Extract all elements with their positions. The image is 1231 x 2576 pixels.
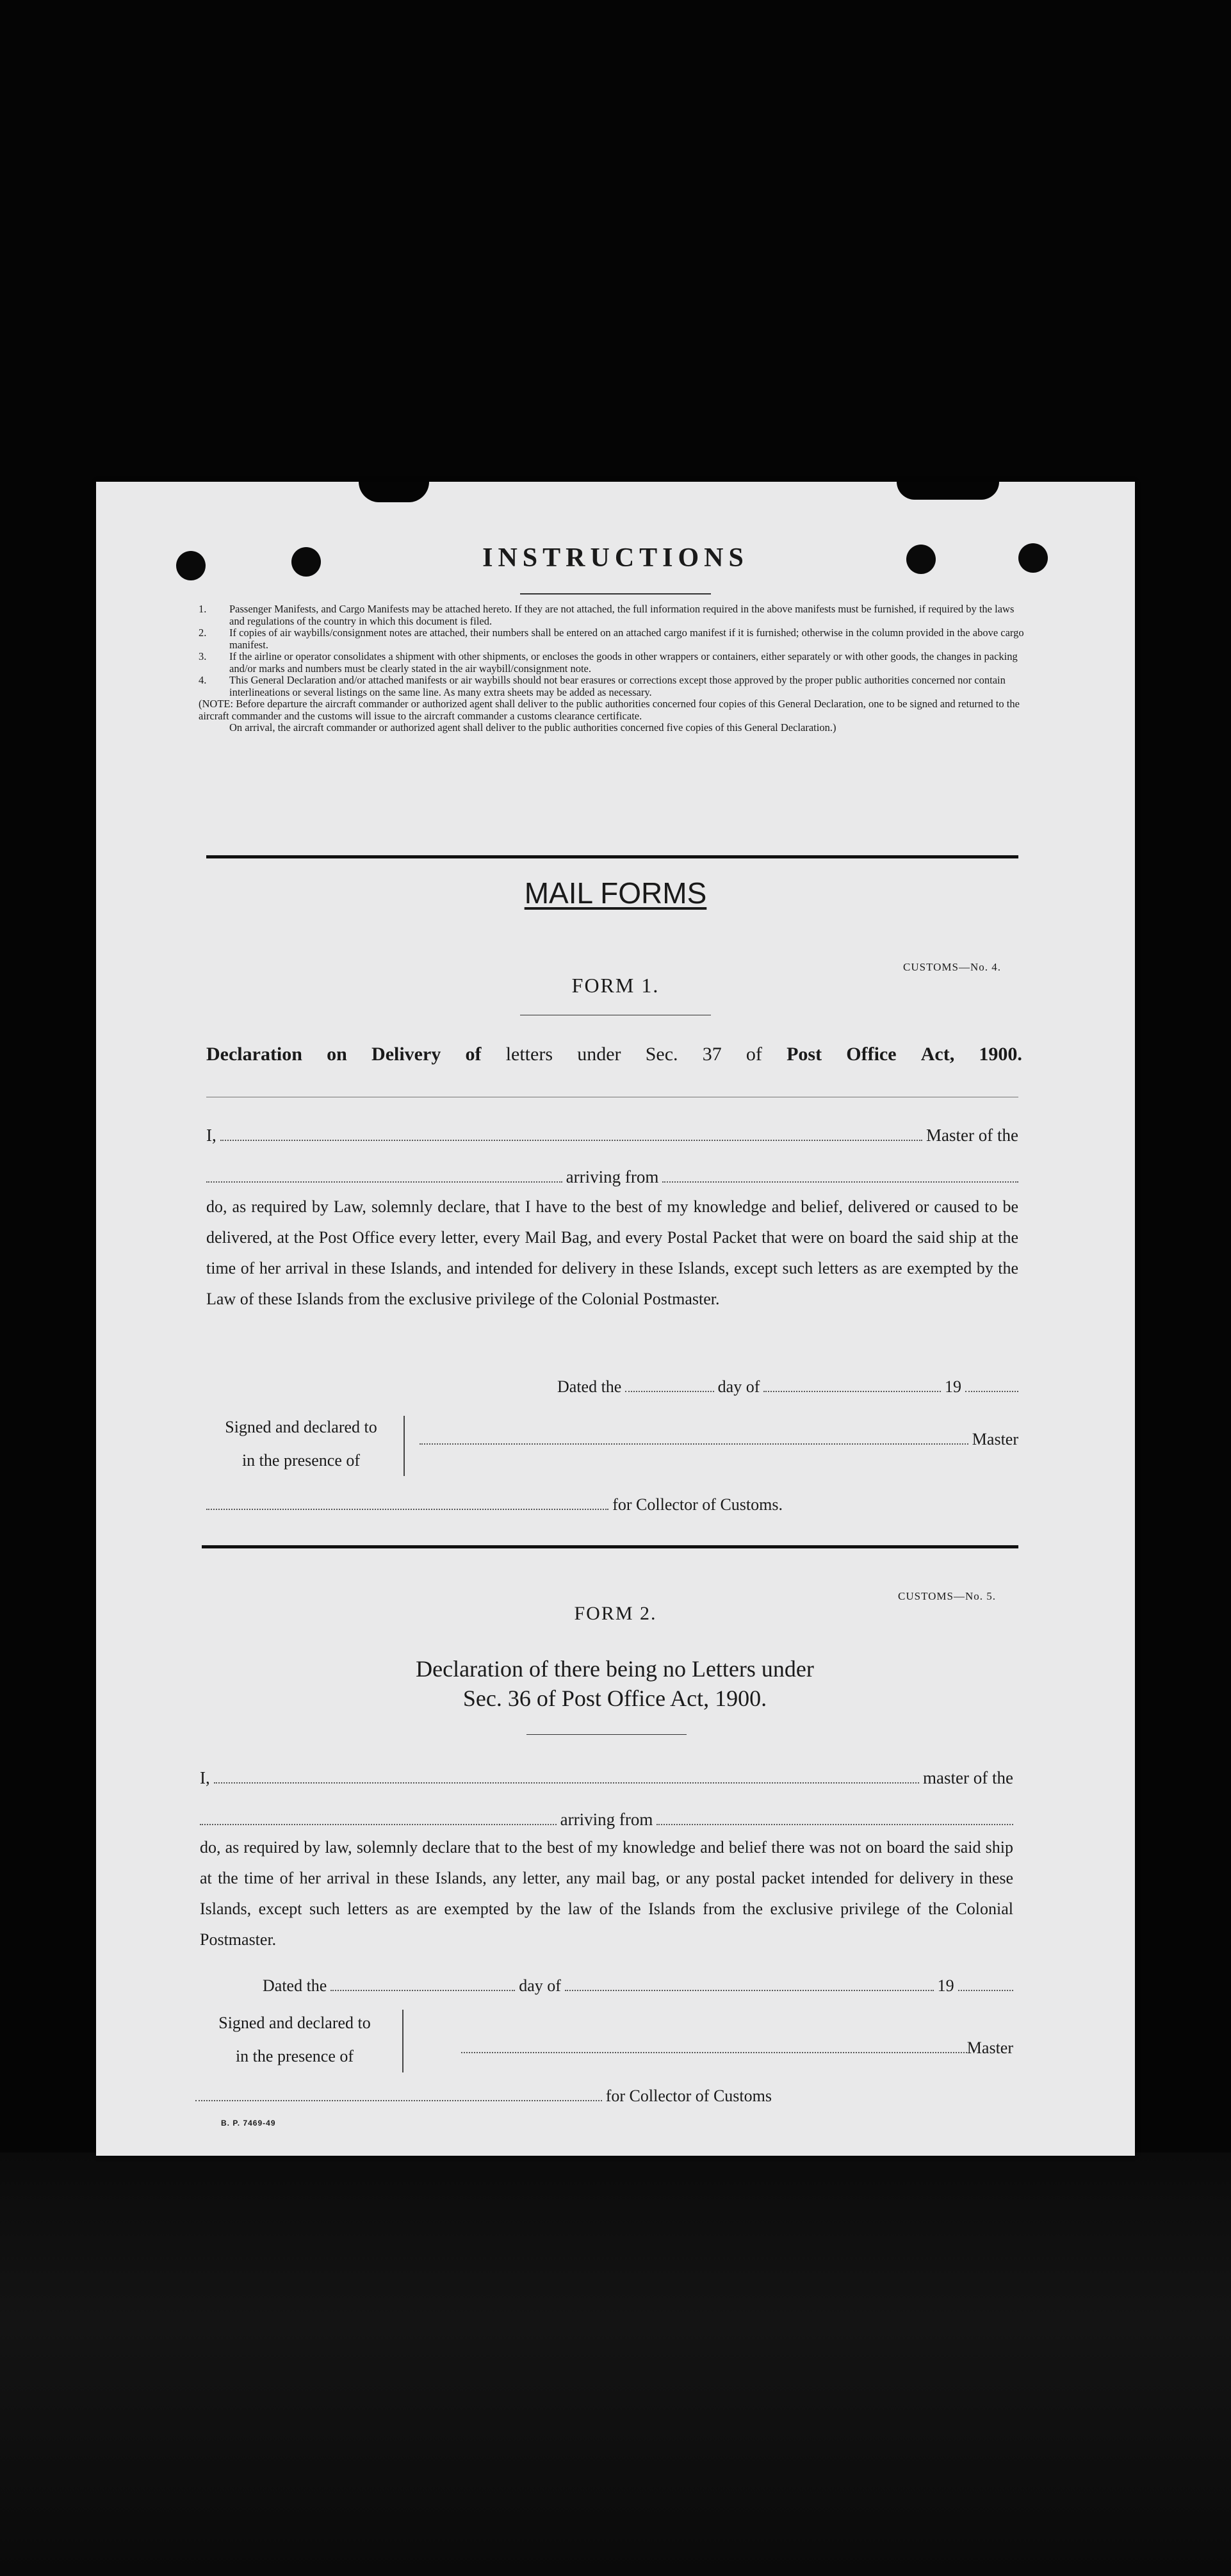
form1-declaration-body: do, as required by Law, solemnly declare, that I have to the best of my knowledge and belief, delivered or caused to be delivered, at the Post Office every letter, every Mail Bag, and every Postal Packet that were on board the said ship at the time of her arrival in these Islands, and intended for delivery in these Islands, except such letters as are exempted by the Law of these Islands from the exclusive privilege of the Colonial Postmaster.	[206, 1197, 1018, 1308]
form2-signed-label: Signed and declared to in the presence of	[218, 2014, 371, 2065]
form1-customs-reference: CUSTOMS—No. 4.	[903, 961, 1002, 973]
form-divider	[202, 1545, 1018, 1548]
date-day-field[interactable]	[625, 1379, 713, 1392]
instruction-item-2: 2. If copies of air waybills/consignment notes are attached, their numbers shall be entered on an attached cargo manifest if it is furnished; otherwise in the column provided in the above cargo manifest.	[199, 627, 1024, 651]
form2-brace	[402, 2010, 404, 2072]
form1-collector-line: for Collector of Customs.	[206, 1495, 783, 1514]
title-underline	[520, 593, 711, 595]
form2-title-rule	[526, 1734, 687, 1735]
document-page	[96, 482, 1135, 2156]
form2-master-line: I, master of the	[200, 1768, 1013, 1787]
master-signature-field[interactable]	[420, 1432, 968, 1445]
form2-customs-reference: CUSTOMS—No. 5.	[898, 1590, 997, 1602]
scan-background-lower	[0, 2153, 1231, 2576]
instructions-list	[199, 603, 1031, 734]
date-year-field[interactable]	[965, 1379, 1018, 1392]
master-signature-field[interactable]	[461, 2040, 967, 2053]
master-name-field[interactable]	[220, 1128, 922, 1141]
form1-arriving-line: arriving from	[206, 1167, 1018, 1187]
instructions-title: INSTRUCTIONS	[482, 543, 749, 573]
form1-title: FORM 1.	[571, 974, 660, 997]
form2-title: FORM 2.	[574, 1603, 657, 1624]
form1-master-signature-line: Master	[420, 1430, 1018, 1449]
instruction-item-3: 3. If the airline or operator consolidates a shipment with other shipments, or encloses the goods in other wrappers or containers, either separately or with other goods, the changes in packing and/or marks and numbers must be clearly stated in the air waybill/consignment note.	[199, 650, 1018, 675]
date-year-field[interactable]	[958, 1978, 1013, 1991]
master-name-field[interactable]	[214, 1771, 919, 1784]
form1-brace	[404, 1416, 405, 1476]
form2-declaration-heading: Declaration of there being no Letters under Sec. 36 of Post Office Act, 1900.	[416, 1656, 814, 1711]
form2-collector-line: for Collector of Customs	[195, 2087, 772, 2106]
section-divider	[206, 855, 1018, 858]
date-month-field[interactable]	[763, 1379, 941, 1392]
print-code: B. P. 7469-49	[221, 2119, 276, 2128]
form2-declaration-body: do, as required by law, solemnly declare that to the best of my knowledge and belief there was not on board the said ship at the time of her arrival in these Islands, any letter, any mail bag, or any postal packet intended for delivery in these Islands, except such letters as are exempted by the law of the Islands from the exclusive privilege of the Colonial Postmaster.	[200, 1838, 1013, 1949]
paper-tear-right	[897, 482, 999, 500]
collector-signature-field[interactable]	[206, 1497, 608, 1510]
mail-forms-heading: MAIL FORMS	[524, 876, 707, 910]
form2-dated-line: Dated the day of 19	[263, 1976, 1013, 1996]
form1-declaration-heading: Declaration on Delivery of letters under Sec. 37 of Post Office Act, 1900.	[206, 1044, 1022, 1065]
ship-name-field[interactable]	[200, 1812, 557, 1825]
date-month-field[interactable]	[565, 1978, 934, 1991]
date-day-field[interactable]	[330, 1978, 515, 1991]
arriving-from-field[interactable]	[656, 1812, 1013, 1825]
instruction-note: (NOTE: Before departure the aircraft commander or authorized agent shall deliver to the public authorities concerned four copies of this General Declaration, one to be signed and returned to the aircraft commander and the customs will issue to the aircraft commander a customs clearance certificate.	[199, 698, 1020, 722]
collector-signature-field[interactable]	[195, 2088, 602, 2101]
instruction-item-1: 1. Passenger Manifests, and Cargo Manifests may be attached hereto. If they are not attached, the full information required in the above manifests must be furnished, if required by the laws and regulations of the country in which this document is filed.	[199, 603, 1015, 627]
ship-name-field[interactable]	[206, 1170, 562, 1183]
form1-signed-label: Signed and declared to in the presence of	[225, 1418, 377, 1470]
form2-arriving-line: arriving from	[200, 1810, 1013, 1830]
instruction-note-arrival: On arrival, the aircraft commander or authorized agent shall deliver to the public authorities concerned five copies of this General Declaration.)	[229, 721, 836, 734]
arriving-from-field[interactable]	[662, 1170, 1018, 1183]
form1-dated-line: Dated the day of 19	[557, 1377, 1018, 1397]
instruction-item-4: 4. This General Declaration and/or attached manifests or air waybills should not bear erasures or corrections except those approved by the proper public authorities concerned nor contain interlineations or several listings on the same line. As many extra sheets may be added as necessary.	[199, 674, 1006, 698]
form1-master-line: I, Master of the	[206, 1126, 1018, 1145]
paper-tear-left	[359, 482, 429, 502]
form2-master-signature-line: Master	[461, 2039, 1013, 2058]
